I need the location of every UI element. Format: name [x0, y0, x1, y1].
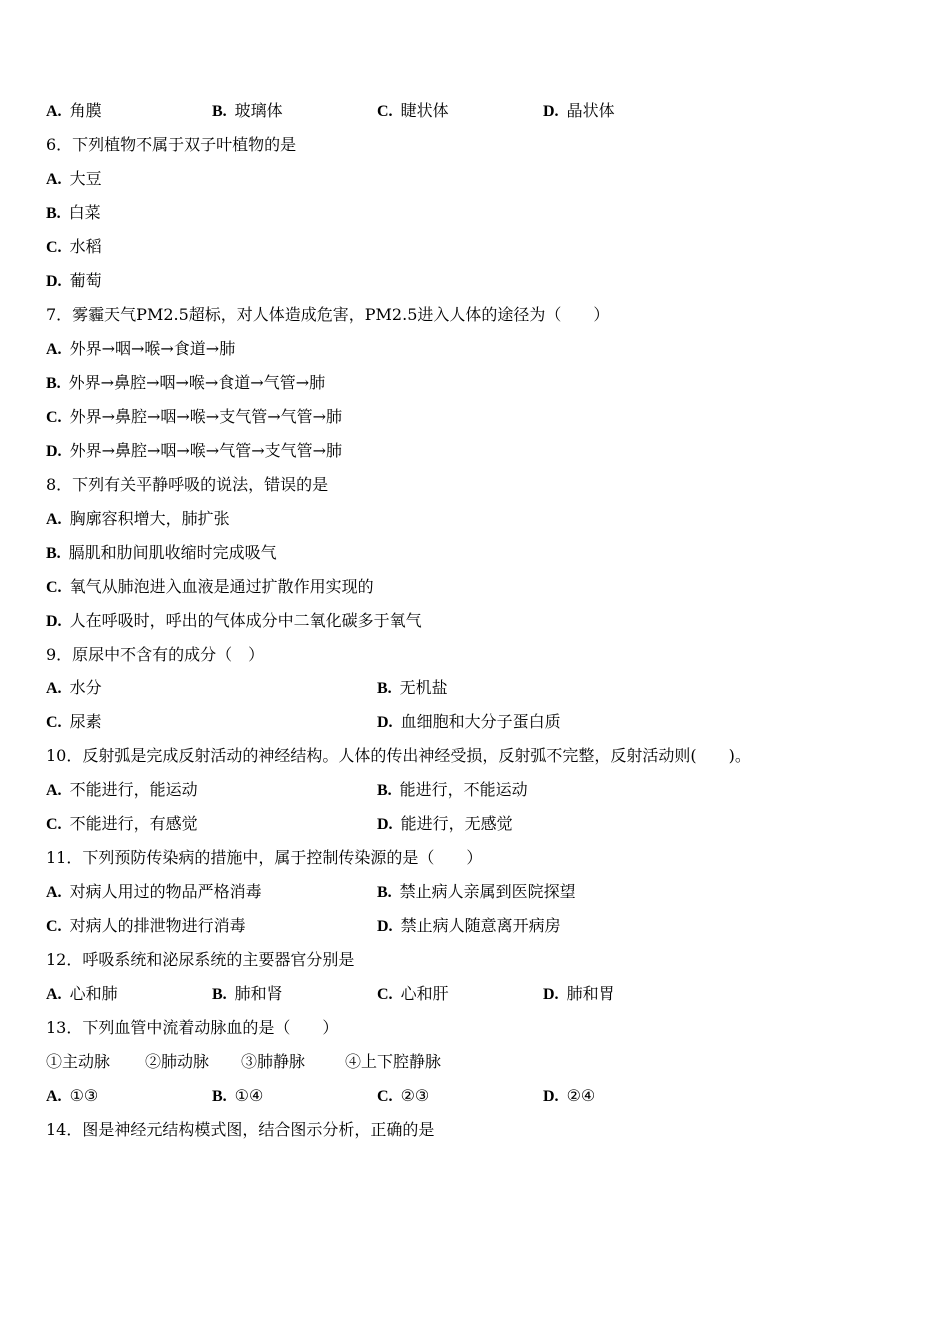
answer-option — [46, 610, 422, 633]
option-label: D. — [377, 816, 393, 834]
option-label: B. — [212, 103, 227, 120]
answer-options-row — [46, 542, 906, 564]
option-label: C. — [46, 918, 62, 936]
option-label: D. — [543, 1088, 559, 1106]
answer-option — [543, 1085, 595, 1108]
question-text: 7．雾霾天气PM2.5超标，对人体造成危害，PM2.5进入人体的途径为（ ） — [46, 304, 610, 324]
option-label: D. — [543, 986, 559, 1004]
vessel-item: ④上下腔静脉 — [345, 1052, 442, 1072]
answer-option — [212, 100, 283, 123]
answer-option — [212, 983, 283, 1006]
option-label: A. — [46, 170, 62, 188]
option-text: ①④ — [234, 1086, 264, 1106]
option-label: C. — [46, 714, 62, 732]
answer-options-row — [46, 440, 906, 462]
answer-options-row — [46, 168, 906, 190]
answer-option — [377, 677, 448, 700]
option-text: 外界→咽→喉→食道→肺 — [69, 338, 236, 358]
question-text: 10．反射弧是完成反射活动的神经结构。人体的传出神经受损，反射弧不完整，反射活动则( )。 — [46, 746, 751, 766]
option-label: A. — [46, 986, 62, 1004]
option-label: D. — [46, 272, 62, 290]
option-label: D. — [377, 714, 393, 732]
answer-option — [46, 406, 342, 429]
answer-option — [46, 168, 102, 191]
option-label: A. — [46, 680, 62, 698]
option-text: ①③ — [69, 1086, 99, 1106]
answer-options-row — [46, 779, 906, 801]
answer-option — [46, 711, 102, 734]
option-text: 角膜 — [69, 101, 102, 120]
answer-option — [46, 508, 230, 531]
option-text: 葡萄 — [69, 270, 102, 290]
option-text: 外界→鼻腔→咽→喉→支气管→气管→肺 — [69, 406, 343, 426]
option-text: 血细胞和大分子蛋白质 — [400, 712, 561, 732]
option-label: C. — [46, 816, 62, 834]
option-label: D. — [46, 612, 62, 630]
answer-options-row — [46, 711, 906, 733]
option-label: C. — [46, 238, 62, 256]
vessel-item: ①主动脉 — [46, 1052, 111, 1072]
question-text: 13．下列血管中流着动脉血的是（ ） — [46, 1018, 339, 1038]
answer-option — [377, 983, 449, 1006]
answer-option — [46, 1085, 98, 1108]
option-text: 水分 — [69, 678, 102, 698]
option-text: 胸廓容积增大，肺扩张 — [69, 508, 230, 528]
option-text: 心和肺 — [69, 984, 118, 1004]
answer-options-row — [46, 983, 906, 1005]
option-label: B. — [212, 1088, 227, 1106]
answer-options-row — [46, 508, 906, 530]
option-label: B. — [377, 680, 392, 698]
option-label: A. — [46, 1088, 62, 1106]
answer-option — [377, 711, 561, 734]
option-text: 能进行，无感觉 — [400, 814, 513, 834]
option-text: 人在呼吸时，呼出的气体成分中二氧化碳多于氧气 — [69, 610, 422, 630]
option-text: 对病人的排泄物进行消毒 — [69, 916, 246, 936]
answer-option — [377, 779, 528, 802]
option-text: 肺和肾 — [234, 984, 283, 1004]
question-text: 6．下列植物不属于双子叶植物的是 — [46, 134, 297, 154]
option-label: A. — [46, 510, 62, 528]
answer-option — [46, 813, 198, 836]
answer-option — [46, 440, 342, 463]
option-text: 外界→鼻腔→咽→喉→气管→支气管→肺 — [69, 440, 343, 460]
answer-option — [46, 542, 277, 565]
answer-option — [377, 100, 449, 123]
answer-options-row — [46, 677, 906, 699]
option-text: 氧气从肺泡进入血液是通过扩散作用实现的 — [69, 576, 374, 596]
option-label: D. — [543, 103, 559, 120]
option-label: B. — [377, 782, 392, 800]
answer-option — [46, 677, 102, 700]
option-text: 大豆 — [69, 168, 102, 188]
answer-options-row — [46, 372, 906, 394]
answer-option — [46, 236, 102, 259]
question-text: 14．图是神经元结构模式图，结合图示分析，正确的是 — [46, 1120, 435, 1140]
answer-option — [46, 915, 246, 938]
answer-option — [543, 983, 615, 1006]
answer-options-row — [46, 338, 906, 360]
option-label: C. — [377, 103, 393, 120]
option-text: 尿素 — [69, 712, 102, 732]
answer-option — [46, 202, 101, 225]
option-text: 肺和胃 — [566, 984, 615, 1004]
option-text: 能进行，不能运动 — [399, 780, 528, 800]
option-text: 对病人用过的物品严格消毒 — [69, 882, 262, 902]
answer-option — [46, 983, 118, 1006]
option-label: B. — [46, 374, 61, 392]
option-text: 禁止病人亲属到医院探望 — [399, 882, 576, 902]
answer-option — [46, 779, 198, 802]
question-text: 9．原尿中不含有的成分（ ） — [46, 644, 265, 664]
option-text: 膈肌和肋间肌收缩时完成吸气 — [68, 542, 277, 562]
question-text: 8．下列有关平静呼吸的说法，错误的是 — [46, 474, 329, 494]
option-text: 心和肝 — [400, 984, 449, 1004]
answer-option — [46, 100, 102, 123]
option-text: 玻璃体 — [234, 101, 283, 120]
option-text: ②③ — [400, 1086, 430, 1106]
question-text: 11．下列预防传染病的措施中，属于控制传染源的是（ ） — [46, 848, 483, 868]
option-text: 无机盐 — [399, 678, 448, 698]
option-label: C. — [377, 1088, 393, 1106]
answer-options-row — [46, 270, 906, 292]
answer-option — [377, 915, 561, 938]
option-text: ②④ — [566, 1086, 596, 1106]
answer-options-row — [46, 1085, 906, 1107]
option-text: 晶状体 — [566, 101, 615, 120]
option-label: B. — [46, 544, 61, 562]
option-label: B. — [46, 204, 61, 222]
answer-options-row — [46, 406, 906, 428]
answer-options-row — [46, 236, 906, 258]
answer-options-row — [46, 610, 906, 632]
answer-options-row — [46, 576, 906, 598]
answer-options-row — [46, 915, 906, 937]
option-text: 禁止病人随意离开病房 — [400, 916, 561, 936]
answer-option — [212, 1085, 263, 1108]
option-text: 不能进行，能运动 — [69, 780, 198, 800]
answer-option — [377, 813, 513, 836]
answer-option — [46, 372, 325, 395]
vessel-item: ②肺动脉 — [145, 1052, 210, 1072]
option-text: 外界→鼻腔→咽→喉→食道→气管→肺 — [68, 372, 326, 392]
option-label: B. — [212, 986, 227, 1004]
answer-options-row — [46, 813, 906, 835]
option-text: 睫状体 — [400, 101, 449, 120]
option-label: A. — [46, 884, 62, 902]
option-text: 白菜 — [68, 202, 101, 222]
answer-options-row — [46, 202, 906, 224]
option-label: D. — [377, 918, 393, 936]
answer-option — [377, 1085, 429, 1108]
question-text: 12．呼吸系统和泌尿系统的主要器官分别是 — [46, 950, 355, 970]
option-label: C. — [46, 408, 62, 426]
option-label: A. — [46, 103, 62, 120]
answer-option — [377, 881, 576, 904]
vessel-item: ③肺静脉 — [241, 1052, 306, 1072]
option-label: C. — [377, 986, 393, 1004]
option-label: A. — [46, 340, 62, 358]
answer-option — [46, 338, 235, 361]
answer-option — [46, 576, 374, 599]
option-text: 水稻 — [69, 236, 102, 256]
option-label: D. — [46, 442, 62, 460]
option-label: C. — [46, 578, 62, 596]
option-text: 不能进行，有感觉 — [69, 814, 198, 834]
answer-options-row — [46, 100, 906, 122]
answer-option — [46, 270, 102, 293]
answer-option — [543, 100, 615, 123]
option-label: A. — [46, 782, 62, 800]
answer-options-row — [46, 881, 906, 903]
option-label: B. — [377, 884, 392, 902]
vessel-list — [46, 1051, 906, 1073]
answer-option — [46, 881, 262, 904]
